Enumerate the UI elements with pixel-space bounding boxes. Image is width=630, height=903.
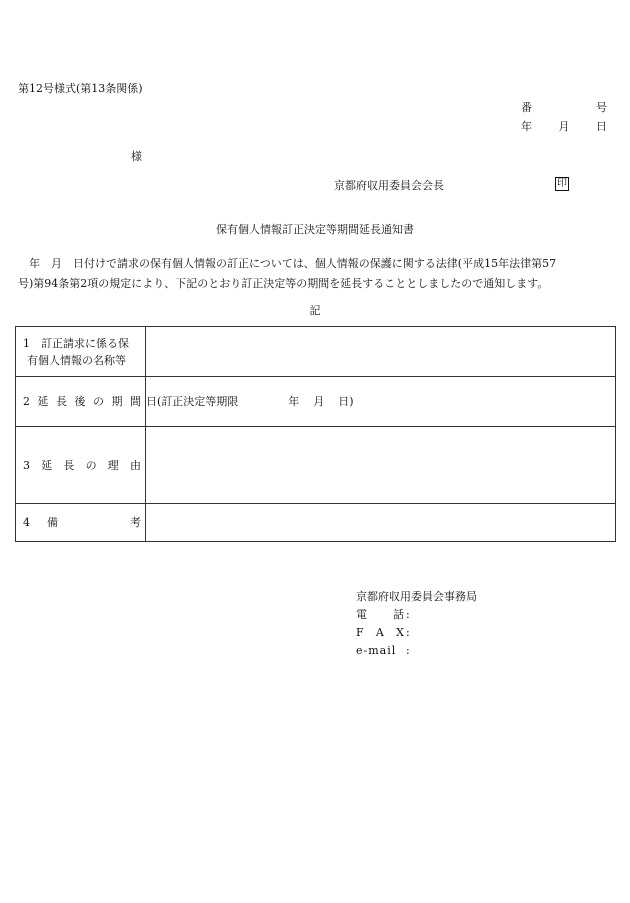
row4-value[interactable] [146,504,616,542]
table-row [16,377,616,427]
fax-key-char: A [375,626,384,639]
body-line-1: 年 月 日付けで請求の保有個人情報の訂正については、個人情報の保護に関する法律(平成15年法律第57 [18,257,557,270]
seal-mark: 印 [557,178,567,189]
label-char: 間 [130,395,141,408]
row3-value[interactable] [146,427,616,504]
label-char: 由 [129,458,141,472]
row3-label [16,427,146,504]
document-number-label [521,102,607,113]
office-name: 京都府収用委員会事務局 [356,590,477,603]
month-char: 月 [558,120,570,133]
phone-key-char: 電 [356,608,367,621]
ki-heading: 記 [309,304,321,317]
phone-key-char: 話 [393,608,404,621]
document-title: 保有個人情報訂正決定等期間延長通知書 [216,223,414,236]
row2-label [16,377,146,427]
phone-row [356,606,477,624]
label-char: 期 [111,395,123,408]
row1-value[interactable] [146,327,616,377]
row4-label [16,504,146,542]
year-char: 年 [521,120,532,133]
period-day-close: 日) [338,395,354,408]
label-char: 長 [63,458,75,472]
label-char: 後 [74,395,86,408]
period-year: 年 [288,395,300,408]
number-char: 号 [596,101,607,114]
fax-row [356,624,477,642]
period-day: 日 [146,395,157,408]
period-month: 月 [313,395,325,408]
label-char: 延 [41,458,53,472]
date-label [521,121,607,132]
fax-separator: : [406,626,410,639]
table-row [16,427,616,504]
body-line-2: 号)第94条第2項の規定により、下記のとおり訂正決定等の期間を延長することとしましたので通知します。 [18,277,549,290]
fax-key-char: X [396,626,404,639]
body-paragraph [18,254,618,294]
label-char: 4 [23,516,30,529]
period-deadline-text: (訂正決定等期限 [157,395,239,408]
label-char: 2 [23,395,30,408]
office-contact-block [356,588,477,660]
form-number: 第12号様式(第13条関係) [18,82,143,95]
row1-label [16,327,146,377]
phone-separator: : [406,608,410,621]
row1-label-line1: 1 訂正請求に係る保 [23,336,129,350]
email-key: e-mail [356,644,397,657]
label-char: 3 [23,458,30,472]
email-separator: : [406,644,410,657]
addressee-suffix: 様 [131,150,142,163]
table-row [16,504,616,542]
row2-value[interactable] [146,377,616,427]
label-char: の [93,395,104,408]
label-char: 延 [37,395,49,408]
fax-key-char: F [356,626,364,639]
row1-label-line2: 有個人情報の名称等 [27,353,126,367]
label-char: の [85,458,97,472]
sender-name: 京都府収用委員会会長 [334,179,444,192]
number-char: 番 [521,101,532,114]
label-char: 長 [56,395,67,408]
day-char: 日 [596,120,607,133]
email-row [356,642,477,660]
extension-details-table [15,326,616,542]
label-char: 理 [107,458,119,472]
label-char: 考 [130,516,141,529]
label-char: 備 [47,516,58,529]
table-row [16,327,616,377]
